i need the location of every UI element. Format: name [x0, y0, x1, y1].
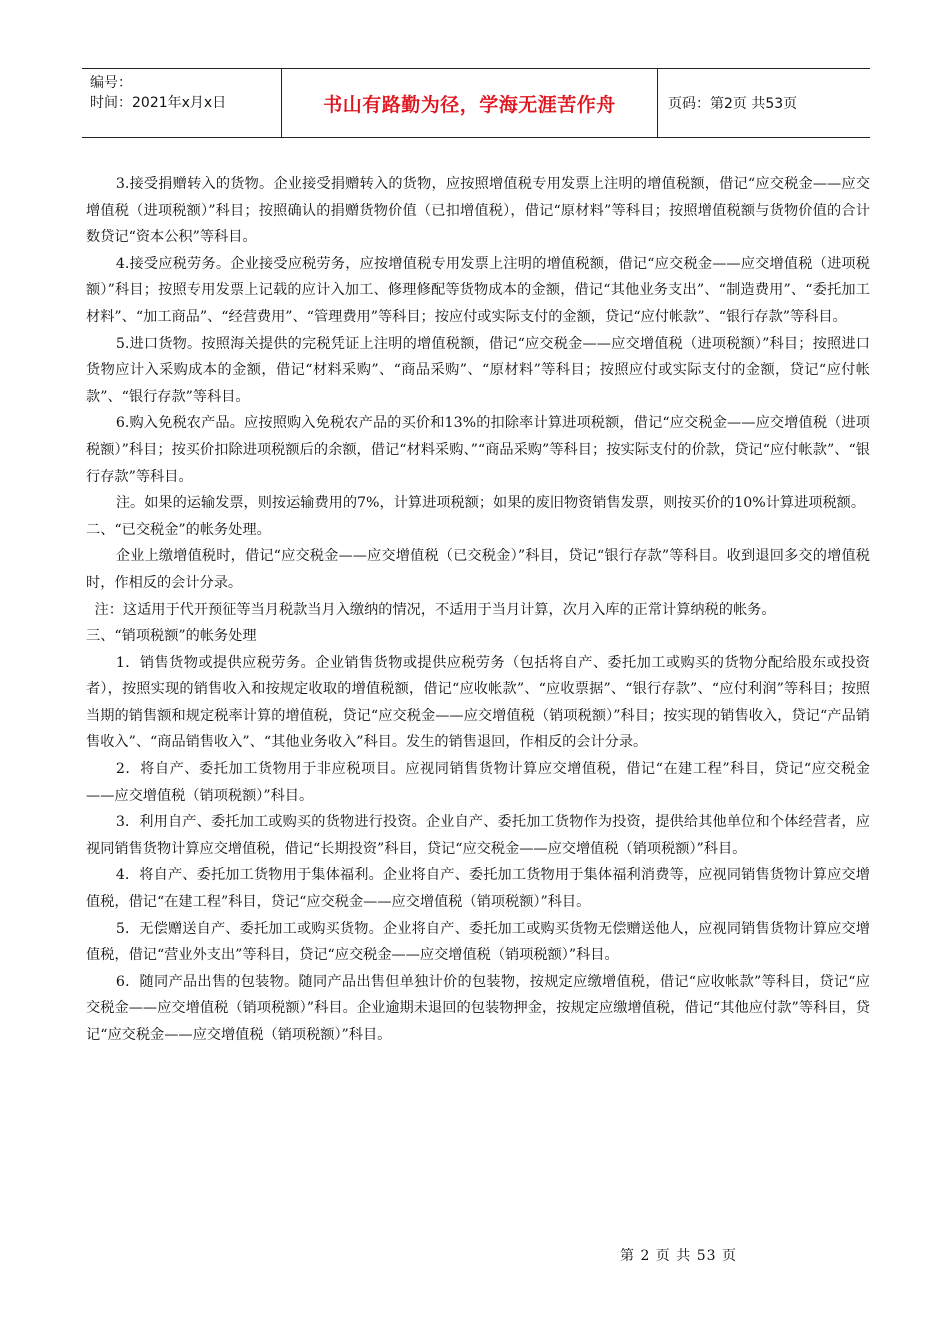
note-paragraph: 注。如果的运输发票，则按运输费用的7%，计算进项税额；如果的废旧物资销售发票，则按买价的10%计算进项税额。 — [115, 495, 866, 512]
header-motto: 书山有路勤为径，学海无涯苦作舟 — [282, 69, 658, 137]
paragraph: 1．销售货物或提供应税劳务。企业销售货物或提供应税劳务（包括将自产、委托加工或购买的货物分配给股东或投资者），按照实现的销售收入和按规定收取的增值税额，借记“应收帐款”、“应收票据”、“银行存款”、“应付利润”等科目；按照当期的销售额和规定税率计算的增值税，贷记“应交税金——应交增值税（销项税额）”科目；按实现的销售收入，贷记“产品销售收入”、“商品销售收入”、“其他业务收入”科目。发生的销售退回，作相反的会计分录。 — [86, 654, 870, 751]
document-number-label: 编号： — [90, 75, 132, 91]
document-date-label: 时间：2021年x月x日 — [90, 95, 227, 111]
note-paragraph: 注：这适用于代开预征等当月税款当月入缴纳的情况，不适用于当月计算，次月入库的正常计算纳税的帐务。 — [94, 601, 776, 618]
paragraph: 6.购入免税农产品。应按照购入免税农产品的买价和13%的扣除率计算进项税额，借记“应交税金——应交增值税（进项税额）”科目；按买价扣除进项税额后的余额，借记“材料采购、”“商品采购”等科目；按实际支付的价款，贷记“应付帐款”、“银行存款”等科目。 — [86, 415, 870, 485]
paragraph: 6．随同产品出售的包装物。随同产品出售但单独计价的包装物，按规定应缴增值税，借记“应收帐款”等科目，贷记“应交税金——应交增值税（销项税额）”科目。企业逾期未退回的包装物押金，按规定应缴增值税，借记“其他应付款”等科目，贷记“应交税金——应交增值税（销项税额）”科目。 — [86, 973, 870, 1043]
paragraph: 4.接受应税劳务。企业接受应税劳务，应按增值税专用发票上注明的增值税额，借记“应交税金——应交增值税（进项税额）”科目；按照专用发票上记载的应计入加工、修理修配等货物成本的金额，借记“其他业务支出”、“制造费用”、“委托加工材料”、“加工商品”、“经营费用”、“管理费用”等科目；按应付或实际支付的金额，贷记“应付帐款”、“银行存款”等科目。 — [86, 255, 870, 325]
paragraph: 4．将自产、委托加工货物用于集体福利。企业将自产、委托加工货物用于集体福利消费等，应视同销售货物计算应交增值税，借记“在建工程”科目，贷记“应交税金——应交增值税（销项税额）”科目。 — [86, 867, 870, 911]
paragraph: 5．无偿赠送自产、委托加工或购买货物。企业将自产、委托加工或购买货物无偿赠送他人，应视同销售货物计算应交增值税，借记“营业外支出”等科目，贷记“应交税金——应交增值税（销项税额）”科目。 — [86, 920, 870, 964]
paragraph: 3.接受捐赠转入的货物。企业接受捐赠转入的货物，应按照增值税专用发票上注明的增值税额，借记“应交税金——应交增值税（进项税额）”科目；按照确认的捐赠货物价值（已扣增值税），借记“原材料”等科目；按照增值税额与货物价值的合计数贷记“资本公积”等科目。 — [86, 176, 870, 246]
document-body — [86, 171, 870, 1049]
section-heading: 二、“已交税金”的帐务处理。 — [86, 521, 271, 538]
page-header — [82, 68, 870, 138]
paragraph: 5.进口货物。按照海关提供的完税凭证上注明的增值税额，借记“应交税金——应交增值税（进项税额）”科目；按照进口货物应计入采购成本的金额，借记“材料采购”、“商品采购”、“原材料”等科目；按照应付或实际支付的金额，贷记“应付帐款”、“银行存款”等科目。 — [86, 335, 870, 405]
header-page-number: 页码：第2页 共53页 — [668, 96, 798, 112]
paragraph: 企业上缴增值税时，借记“应交税金——应交增值税（已交税金）”科目，贷记“银行存款”等科目。收到退回多交的增值税时，作相反的会计分录。 — [86, 548, 870, 591]
section-heading: 三、“销项税额”的帐务处理 — [86, 628, 257, 645]
header-meta — [82, 69, 282, 137]
paragraph: 3．利用自产、委托加工或购买的货物进行投资。企业自产、委托加工货物作为投资，提供给其他单位和个体经营者，应视同销售货物计算应交增值税，借记“长期投资”科目，贷记“应交税金——应交增值税（销项税额）”科目。 — [86, 814, 870, 857]
page-footer: 第 2 页 共 53 页 — [620, 1248, 737, 1264]
paragraph: 2．将自产、委托加工货物用于非应税项目。应视同销售货物计算应交增值税，借记“在建工程”科目，贷记“应交税金——应交增值税（销项税额）”科目。 — [86, 761, 870, 804]
